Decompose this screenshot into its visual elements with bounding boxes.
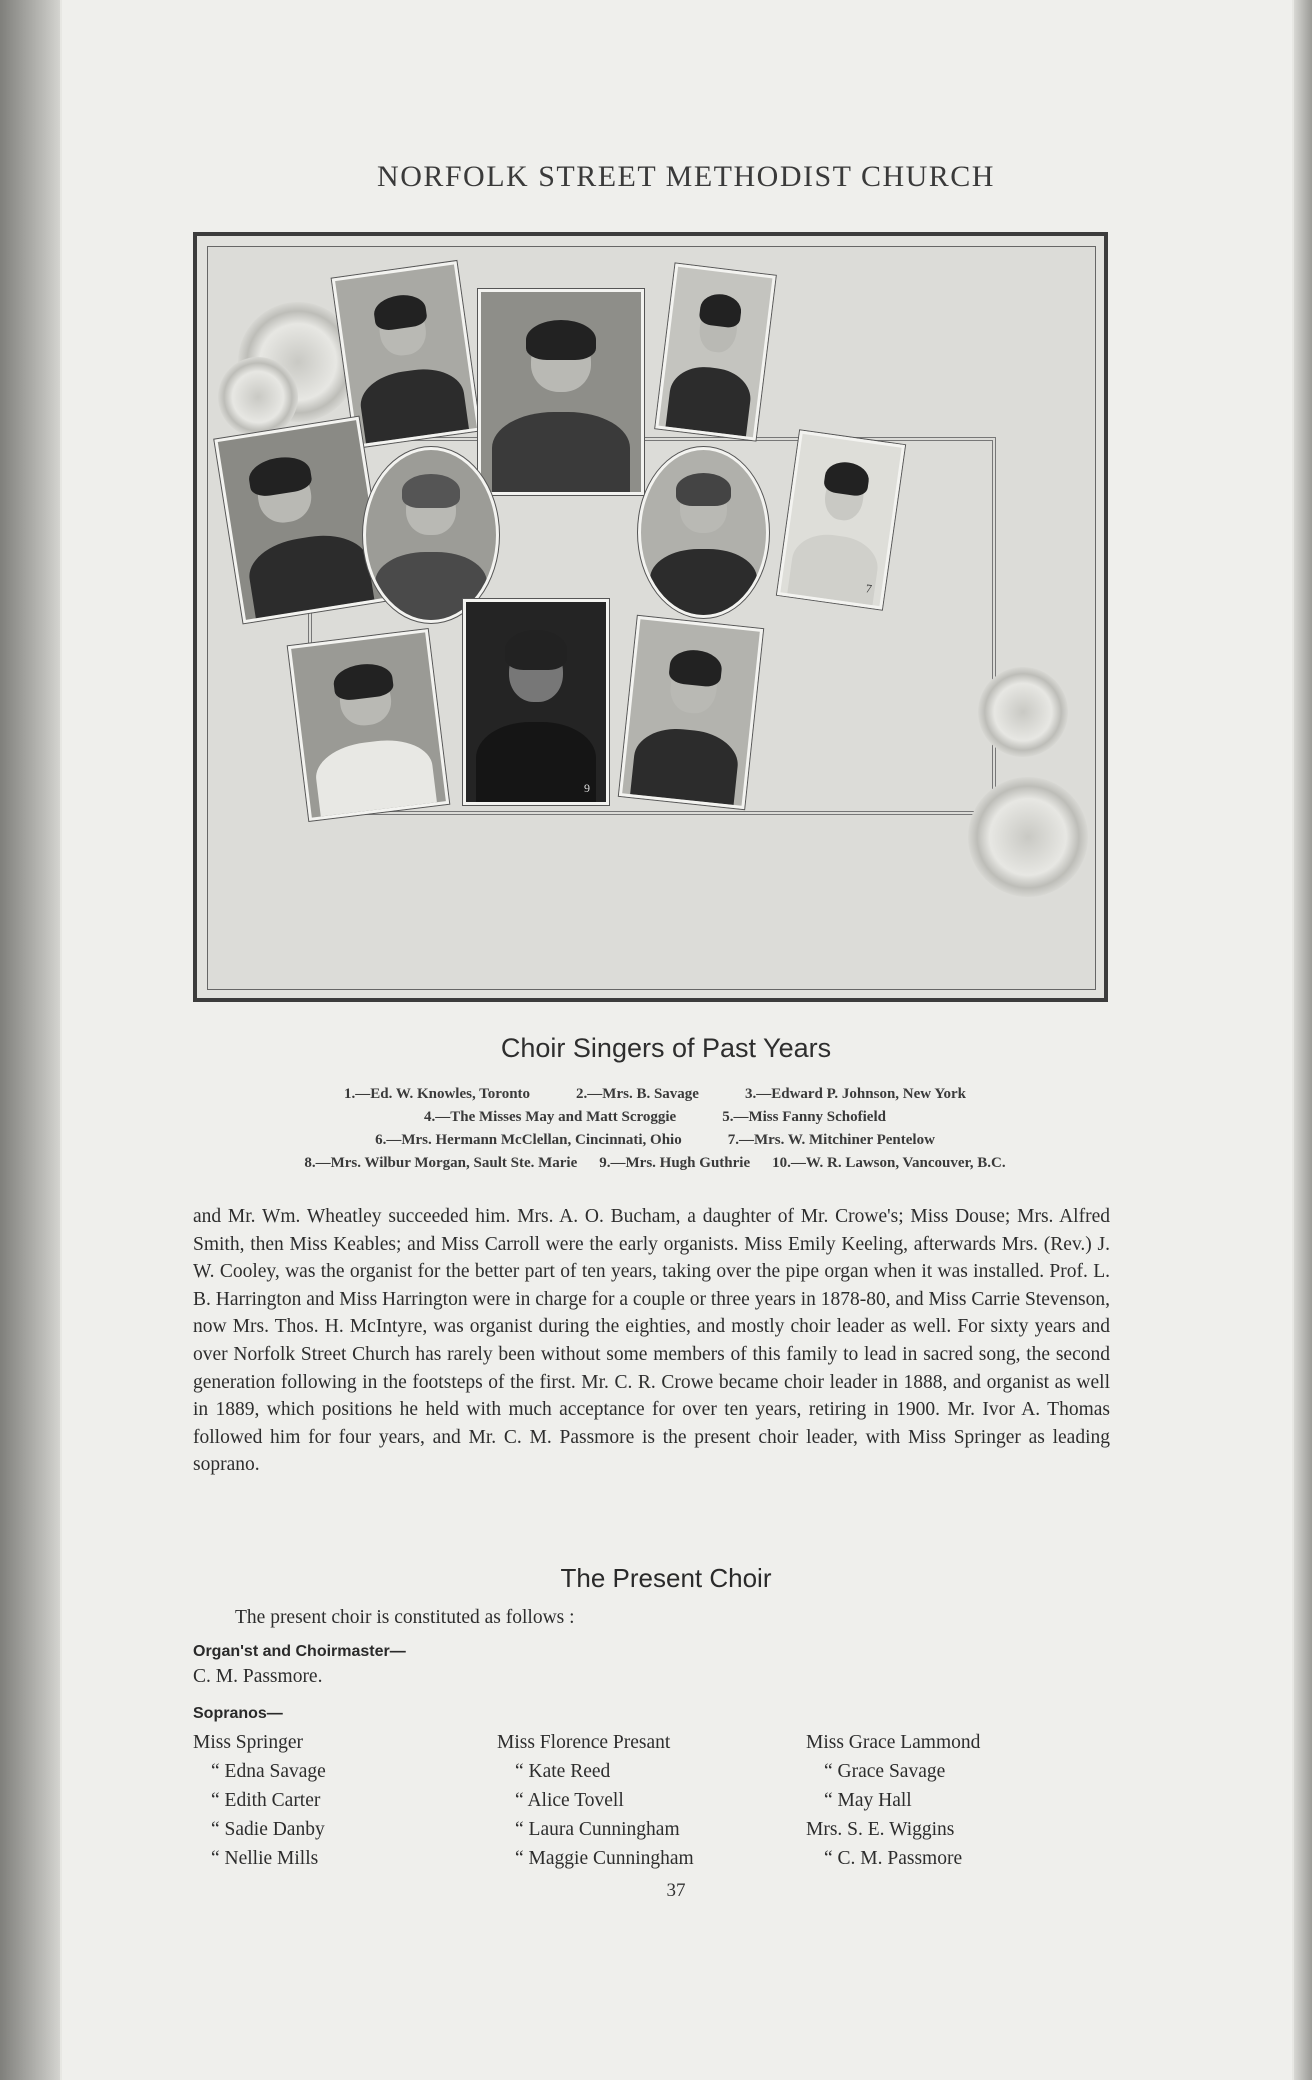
photo-key-row [180,1155,1130,1178]
organist-label: Organ'st and Choirmaster— [193,1643,406,1660]
sopranos-column [497,1728,694,1873]
soprano-name: Mrs. S. E. Wiggins [806,1819,955,1840]
photo-key [180,1086,1130,1178]
portrait-photo [288,629,449,821]
photo-number-label: 9 [584,781,590,795]
organist-name: C. M. Passmore. [193,1666,323,1687]
soprano-name: “ Sadie Danby [211,1819,325,1840]
soprano-name: “ Edna Savage [211,1761,326,1782]
soprano-name: “ May Hall [824,1790,912,1811]
flower-ornament [968,777,1088,897]
photo-key-row [180,1109,1130,1132]
photo-key-entry: 6.—Mrs. Hermann McClellan, Cincinnati, Ohio [375,1132,682,1148]
portrait-photo-oval [363,447,499,623]
portrait-photo [214,417,387,624]
photo-key-row [180,1086,1130,1109]
body-paragraph: and Mr. Wm. Wheatley succeeded him. Mrs. A. O. Bucham, a daughter of Mr. Crowe's; Miss Douse; Mrs. Alfred Smith, then Miss Keables; and Miss Carroll were the early organists. Miss Emily Keeling, afterwards Mrs. (Rev.) J. W. Cooley, was the organist for the better part of ten years, taking over the pipe organ when it was installed. Prof. L. B. Harrington and Miss Harrington were in charge for a couple or three years in 1878-80, and Miss Carrie Stevenson, now Mrs. Thos. H. McIntyre, was organist during the eighties, and mostly choir leader as well. For sixty years and over Norfolk Street Church has rarely been without some members of this family to lead in sacred song, the second generation following in the footsteps of the first. Mr. C. R. Crowe became choir leader in 1888, and organist as well in 1889, which positions he held with much acceptance for over ten years, retiring in 1900. Mr. Ivor A. Thomas followed him for four years, and Mr. C. M. Passmore is the present choir leader, with Miss Springer as leading soprano. [193,1206,1110,1476]
running-head: NORFOLK STREET METHODIST CHURCH [377,160,995,193]
photo-plate [193,232,1108,1002]
soprano-name: “ Edith Carter [211,1790,321,1811]
soprano-name: “ Maggie Cunningham [515,1848,694,1869]
portrait-photo [478,289,644,495]
soprano-name: Miss Springer [193,1732,303,1753]
photo-key-entry: 5.—Miss Fanny Schofield [722,1109,886,1125]
photo-key-entry: 1.—Ed. W. Knowles, Toronto [344,1086,531,1102]
portrait-photo [463,599,609,805]
intro-text: The present choir is constituted as follows : [235,1607,575,1628]
photo-key-entry: 4.—The Misses May and Matt Scroggie [424,1109,677,1125]
photo-collage [207,246,1096,990]
soprano-name: “ Kate Reed [515,1761,611,1782]
photo-key-entry: 8.—Mrs. Wilbur Morgan, Sault Ste. Marie [304,1155,578,1171]
soprano-name: “ Grace Savage [824,1761,946,1782]
portrait-photo [655,263,775,440]
page-number: 37 [666,1880,686,1901]
portrait-photo [619,616,763,809]
soprano-name: Miss Grace Lammond [806,1732,981,1753]
flower-ornament [978,667,1068,757]
soprano-name: “ Laura Cunningham [515,1819,680,1840]
sopranos-label: Sopranos— [193,1705,283,1722]
photo-key-entry: 7.—Mrs. W. Mitchiner Pentelow [727,1132,935,1148]
flower-ornament [218,357,298,437]
soprano-name: “ C. M. Passmore [824,1848,963,1869]
photo-key-entry: 10.—W. R. Lawson, Vancouver, B.C. [772,1155,1006,1171]
section-title: The Present Choir [560,1563,772,1593]
portrait-photo-oval [638,447,769,618]
soprano-name: “ Nellie Mills [211,1848,319,1869]
photo-number-label: 7 [864,581,873,596]
photo-key-row [180,1132,1130,1155]
photo-key-entry: 9.—Mrs. Hugh Guthrie [599,1155,751,1171]
sopranos-column [806,1728,980,1873]
photo-key-entry: 3.—Edward P. Johnson, New York [744,1086,966,1102]
soprano-name: Miss Florence Presant [497,1732,671,1753]
plate-caption: Choir Singers of Past Years [500,1033,832,1063]
sopranos-column [193,1728,326,1873]
soprano-name: “ Alice Tovell [515,1790,624,1811]
photo-key-entry: 2.—Mrs. B. Savage [576,1086,699,1102]
